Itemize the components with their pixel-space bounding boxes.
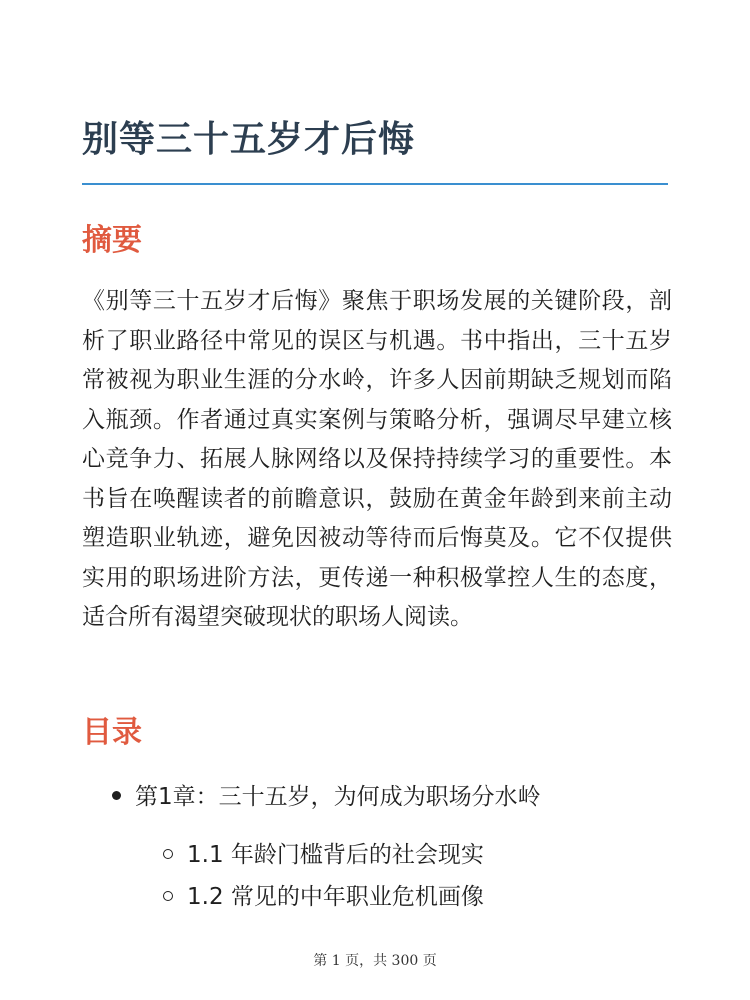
abstract-paragraph: 《别等三十五岁才后悔》聚焦于职场发展的关键阶段，剖析了职业路径中常见的误区与机遇。书中指出，三十五岁常被视为职业生涯的分水岭，许多人因前期缺乏规划而陷入瓶颈。作者通过真实案例与策略分析，强调尽早建立核心竞争力、拓展人脉网络以及保持持续学习的重要性。本书旨在唤醒读者的前瞻意识，鼓励在黄金年龄到来前主动塑造职业轨迹，避免因被动等待而后悔莫及。它不仅提供实用的职场进阶方法，更传递一种积极掌控人生的态度，适合所有渴望突破现状的职场人阅读。	[82, 288, 672, 630]
document-title: 别等三十五岁才后悔	[82, 119, 416, 160]
bullet-circle-icon	[163, 891, 173, 901]
abstract-heading: 摘要	[82, 223, 142, 258]
title-divider	[82, 183, 668, 185]
page-number-footer: 第 1 页，共 300 页	[313, 953, 437, 969]
toc-section-label: 1.1 年龄门槛背后的社会现实	[187, 842, 484, 868]
bullet-circle-icon	[163, 849, 173, 859]
toc-chapter-label: 第1章：三十五岁，为何成为职场分水岭	[135, 784, 541, 810]
toc-chapter-item[interactable]	[112, 777, 541, 817]
toc-section-label: 1.2 常见的中年职业危机画像	[187, 884, 484, 910]
toc-heading: 目录	[82, 715, 142, 750]
bullet-disc-icon	[112, 791, 121, 800]
toc-section-item[interactable]	[163, 835, 484, 875]
toc-section-item[interactable]	[163, 877, 484, 917]
